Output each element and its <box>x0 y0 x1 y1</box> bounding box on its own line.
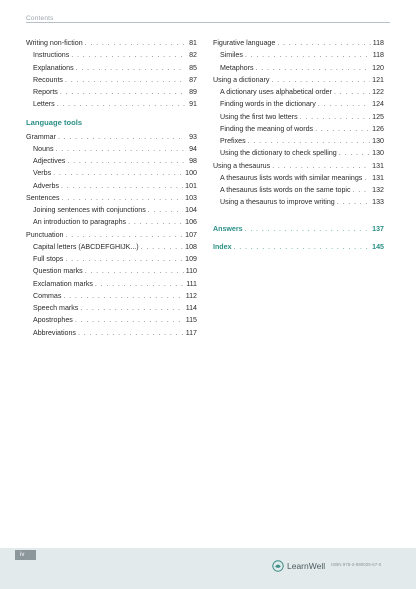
toc-entry <box>26 192 197 204</box>
toc-entry <box>26 86 197 98</box>
header-rule <box>26 22 390 23</box>
toc-entry-title: Verbs <box>33 169 52 178</box>
dot-leader <box>300 111 370 123</box>
toc-entry-page: 110 <box>185 267 197 276</box>
toc-entry-page: 130 <box>372 137 384 145</box>
toc-entry-page: 126 <box>372 124 384 133</box>
toc-left-column <box>26 37 197 339</box>
toc-entry-title: Capital letters (ABCDEFGHIJK...) <box>33 242 139 251</box>
toc-entry <box>26 229 197 241</box>
toc-entry <box>26 302 197 314</box>
toc-entry-page: 131 <box>372 173 384 182</box>
toc-entry <box>26 265 197 277</box>
dot-leader <box>61 180 183 192</box>
dot-leader <box>67 155 185 167</box>
dot-leader <box>337 196 370 208</box>
toc-entry <box>213 62 384 74</box>
toc-entry-page: 85 <box>189 63 197 72</box>
toc-entry-page: 118 <box>372 39 384 47</box>
toc-entry-page: 107 <box>185 230 197 239</box>
dot-leader <box>53 167 183 179</box>
dot-leader <box>58 131 185 143</box>
toc-entry-title: Apostrophes <box>33 316 73 325</box>
dot-leader <box>334 86 370 98</box>
toc-entry <box>26 253 197 265</box>
dot-leader <box>272 160 370 172</box>
toc-right-column <box>213 37 384 253</box>
toc-entry <box>213 74 384 86</box>
toc-entry-title: Using a thesaurus to improve writing <box>220 198 335 207</box>
toc-entry <box>213 184 384 196</box>
dot-leader <box>63 290 183 302</box>
dot-leader <box>85 37 185 49</box>
toc-entry-page: 120 <box>372 63 384 72</box>
toc-entry <box>26 49 197 61</box>
toc-entry-title: Prefixes <box>220 137 246 145</box>
toc-entry <box>213 172 384 184</box>
toc-section-entry <box>213 223 384 235</box>
toc-entry-page: 87 <box>189 75 197 84</box>
toc-entry <box>26 131 197 143</box>
toc-entry-page: 124 <box>372 100 384 109</box>
toc-entry-title: Explanations <box>33 63 74 72</box>
dot-leader <box>57 98 185 110</box>
toc-section-entry <box>213 241 384 253</box>
toc-entry-title: Finding the meaning of words <box>220 124 314 133</box>
toc-entry-page: 89 <box>189 88 197 96</box>
dot-leader <box>56 143 185 155</box>
brand-name: LearnWell <box>287 561 326 571</box>
toc-entry-title: Adjectives <box>33 157 66 165</box>
toc-entry-title: Full stops <box>33 255 64 263</box>
toc-entry <box>213 86 384 98</box>
dot-leader <box>315 123 370 135</box>
dot-leader <box>65 74 185 86</box>
dot-leader <box>71 49 185 61</box>
toc-entry <box>26 37 197 49</box>
dot-leader <box>76 62 185 74</box>
dot-leader <box>271 74 370 86</box>
toc-entry-page: 137 <box>372 224 384 233</box>
toc-entry-page: 115 <box>185 316 197 325</box>
toc-entry <box>26 180 197 192</box>
toc-entry <box>26 167 197 179</box>
toc-entry <box>213 160 384 172</box>
toc-entry-page: 106 <box>185 218 197 227</box>
dot-leader <box>339 147 370 159</box>
toc-entry-page: 94 <box>189 144 197 153</box>
toc-entry-page: 111 <box>186 279 197 288</box>
toc-entry-title: Joining sentences with conjunctions <box>33 206 146 214</box>
toc-entry-page: 133 <box>372 198 384 207</box>
toc-entry-title: Answers <box>213 224 243 233</box>
toc-entry <box>26 241 197 253</box>
dot-leader <box>128 216 183 228</box>
toc-entry-title: Figurative language <box>213 39 276 47</box>
toc-entry-page: 125 <box>372 112 384 121</box>
toc-entry-page: 82 <box>189 51 197 60</box>
toc-entry <box>26 278 197 290</box>
toc-entry-title: Index <box>213 242 232 251</box>
dot-leader <box>80 302 183 314</box>
toc-entry-title: Writing non-fiction <box>26 39 83 47</box>
page-number: iv <box>15 550 36 560</box>
toc-entry-title: Exclamation marks <box>33 279 93 288</box>
toc-entry-page: 93 <box>189 132 197 141</box>
dot-leader <box>353 184 371 196</box>
toc-entry-page: 114 <box>185 304 197 312</box>
toc-entry-title: Similes <box>220 51 243 60</box>
dot-leader <box>148 204 183 216</box>
toc-entry-page: 91 <box>189 100 197 109</box>
toc-entry-title: Finding words in the dictionary <box>220 100 316 109</box>
toc-entry-title: Using the first two letters <box>220 112 298 121</box>
toc-entry-title: Punctuation <box>26 230 64 239</box>
dot-leader <box>234 241 371 253</box>
dot-leader <box>65 253 183 265</box>
toc-entry-title: Grammar <box>26 132 56 141</box>
dot-leader <box>256 62 371 74</box>
toc-entry <box>213 123 384 135</box>
toc-entry-page: 98 <box>189 157 197 165</box>
toc-entry-title: Using the dictionary to check spelling <box>220 149 337 158</box>
toc-entry <box>26 314 197 326</box>
learnwell-logo-icon <box>272 560 284 572</box>
toc-entry-title: Using a thesaurus <box>213 161 271 170</box>
toc-entry-title: Speech marks <box>33 304 79 312</box>
toc-entry-page: 145 <box>372 242 384 251</box>
running-header: Contents <box>26 15 54 22</box>
toc-entry-page: 130 <box>372 149 384 158</box>
dot-leader <box>141 241 184 253</box>
toc-entry-title: Using a dictionary <box>213 75 270 84</box>
toc-entry-title: Abbreviations <box>33 328 76 337</box>
toc-entry-title: A thesaurus lists words with similar meanings <box>220 173 363 182</box>
toc-entry-page: 112 <box>185 291 197 300</box>
toc-entry-page: 132 <box>372 186 384 194</box>
dot-leader <box>85 265 184 277</box>
toc-entry <box>26 98 197 110</box>
toc-entry-title: Letters <box>33 100 55 109</box>
toc-entry-page: 103 <box>185 193 197 202</box>
toc-entry-title: Sentences <box>26 193 60 202</box>
toc-entry <box>213 135 384 147</box>
toc-entry <box>213 49 384 61</box>
toc-entry-page: 131 <box>372 161 384 170</box>
toc-entry <box>213 147 384 159</box>
dot-leader <box>245 49 371 61</box>
dot-leader <box>277 37 370 49</box>
toc-entry <box>26 155 197 167</box>
toc-entry-page: 117 <box>185 328 197 337</box>
toc-entry <box>26 74 197 86</box>
dot-leader <box>60 86 185 98</box>
toc-entry-page: 100 <box>185 169 197 178</box>
toc-entry-title: Metaphors <box>220 63 254 72</box>
toc-entry-title: A dictionary uses alphabetical order <box>220 88 332 96</box>
toc-entry-title: Nouns <box>33 144 54 153</box>
toc-entry <box>26 143 197 155</box>
toc-section-heading: Language tools <box>26 117 83 127</box>
dot-leader <box>245 223 371 235</box>
dot-leader <box>364 172 370 184</box>
toc-entry-title: Reports <box>33 88 58 96</box>
toc-entry-page: 101 <box>185 181 197 190</box>
toc-entry-page: 122 <box>372 88 384 96</box>
dot-leader <box>248 135 371 147</box>
publisher-brand <box>272 560 325 572</box>
toc-entry-title: Adverbs <box>33 181 60 190</box>
toc-entry-page: 121 <box>372 75 384 84</box>
toc-entry <box>213 37 384 49</box>
isbn-text: ISBN 978-3-990025-67-0 <box>331 562 382 567</box>
toc-entry <box>26 62 197 74</box>
toc-entry-page: 108 <box>185 242 197 251</box>
dot-leader <box>65 229 183 241</box>
toc-entry <box>213 98 384 110</box>
toc-entry <box>26 204 197 216</box>
dot-leader <box>318 98 370 110</box>
dot-leader <box>75 314 184 326</box>
toc-entry-page: 109 <box>185 255 197 263</box>
toc-entry <box>213 111 384 123</box>
toc-entry-title: Recounts <box>33 75 63 84</box>
toc-entry <box>26 327 197 339</box>
toc-entry-title: Question marks <box>33 267 83 276</box>
toc-entry <box>26 216 197 228</box>
toc-entry <box>213 196 384 208</box>
toc-entry-page: 104 <box>185 206 197 214</box>
toc-entry-title: Instructions <box>33 51 70 60</box>
toc-entry-title: An introduction to paragraphs <box>33 218 127 227</box>
toc-entry-page: 118 <box>372 51 384 60</box>
dot-leader <box>95 278 184 290</box>
toc-entry-page: 81 <box>189 39 197 47</box>
toc-entry <box>26 290 197 302</box>
dot-leader <box>62 192 184 204</box>
toc-entry-title: A thesaurus lists words on the same topic <box>220 186 351 194</box>
toc-entry-title: Commas <box>33 291 62 300</box>
footer-band <box>0 548 416 589</box>
dot-leader <box>78 327 184 339</box>
spacer <box>213 209 384 223</box>
